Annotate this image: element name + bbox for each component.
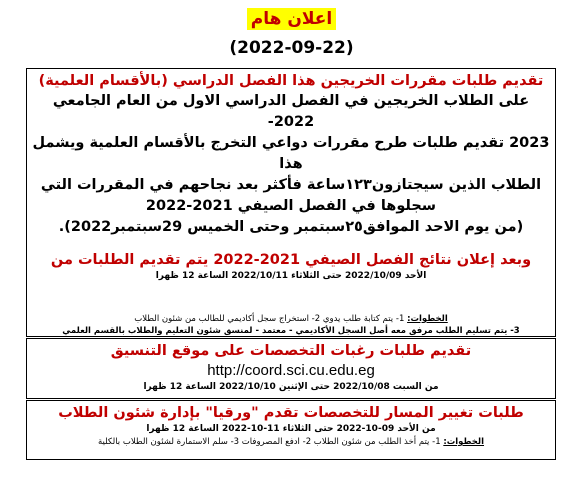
graduates-steps bbox=[27, 313, 555, 337]
track-change-dates: من الأحد 09-10-2022 حتى الثلاثاء 11-10-2022 الساعة 12 ظهرا bbox=[146, 424, 436, 434]
steps-label-2: الخطوات: bbox=[443, 437, 485, 447]
steps-text-1: 1- يتم كتابة طلب يدوي 2- استخراج سجل أكاديمي للطالب من شئون الطلاب bbox=[134, 314, 408, 324]
track-change-section bbox=[26, 400, 556, 460]
steps-label: الخطوات: bbox=[407, 314, 448, 324]
results-heading: وبعد إعلان نتائج الفصل الصيفي 2021-2022 يتم تقديم الطلبات من bbox=[50, 252, 532, 268]
graduates-line-5: (من يوم الاحد الموافق٢٥سبتمبر وحتى الخميس 29سبتمبر2022). bbox=[58, 219, 524, 235]
graduates-line-1: على الطلاب الخريجين في الفصل الدراسي الاول من العام الجامعي 2022- bbox=[52, 93, 530, 130]
results-dates: الأحد 2022/10/09 حتى الثلاثاء 2022/10/11 الساعة 12 ظهرا bbox=[155, 271, 427, 281]
graduates-steps-line-1 bbox=[27, 313, 555, 325]
preferences-heading: تقديم طلبات رغبات التخصصات على موقع التنسيق bbox=[110, 343, 472, 359]
graduates-line-3: الطلاب الذين سيجتازون١٢٣ساعة فأكثر بعد نجاحهم في المقررات التي bbox=[40, 177, 542, 193]
preferences-dates: من السبت 2022/10/08 حتى الإثنين 2022/10/10 الساعة 12 ظهرا bbox=[143, 382, 439, 392]
graduates-courses-section bbox=[26, 68, 556, 337]
coordination-url[interactable]: http://coord.sci.cu.edu.eg bbox=[207, 362, 375, 379]
announcement-date: (2022-09-22) bbox=[229, 38, 354, 58]
graduates-line-4: سجلوها في الفصل الصيفي 2021-2022 bbox=[145, 198, 437, 214]
graduates-steps-line-2: 3- يتم تسليم الطلب مرفق معه أصل السجل الأكاديمي - معتمد - لمنسق شئون التعليم والطلاب بالقسم العلمي bbox=[62, 326, 520, 336]
track-change-steps-text: 1- يتم أخذ الطلب من شئون الطلاب 2- ادفع المصروفات 3- سلم الاستمارة لشئون الطلاب بالكلية bbox=[97, 437, 444, 447]
announcement-title: اعلان هام bbox=[247, 8, 336, 30]
graduates-heading: تقديم طلبات مقررات الخريجين هذا الفصل الدراسي (بالأقسام العلمية) bbox=[38, 73, 544, 89]
graduates-line-2: 2023 تقديم طلبات طرح مقررات دواعي التخرج بالأقسام العلمية ويشمل هذا bbox=[32, 135, 550, 172]
specialization-preferences-section bbox=[26, 338, 556, 399]
track-change-steps bbox=[27, 436, 555, 448]
announcement-title-wrap bbox=[0, 8, 583, 30]
track-change-heading: طلبات تغيير المسار للتخصصات تقدم "ورقيا" بإدارة شئون الطلاب bbox=[58, 405, 524, 421]
